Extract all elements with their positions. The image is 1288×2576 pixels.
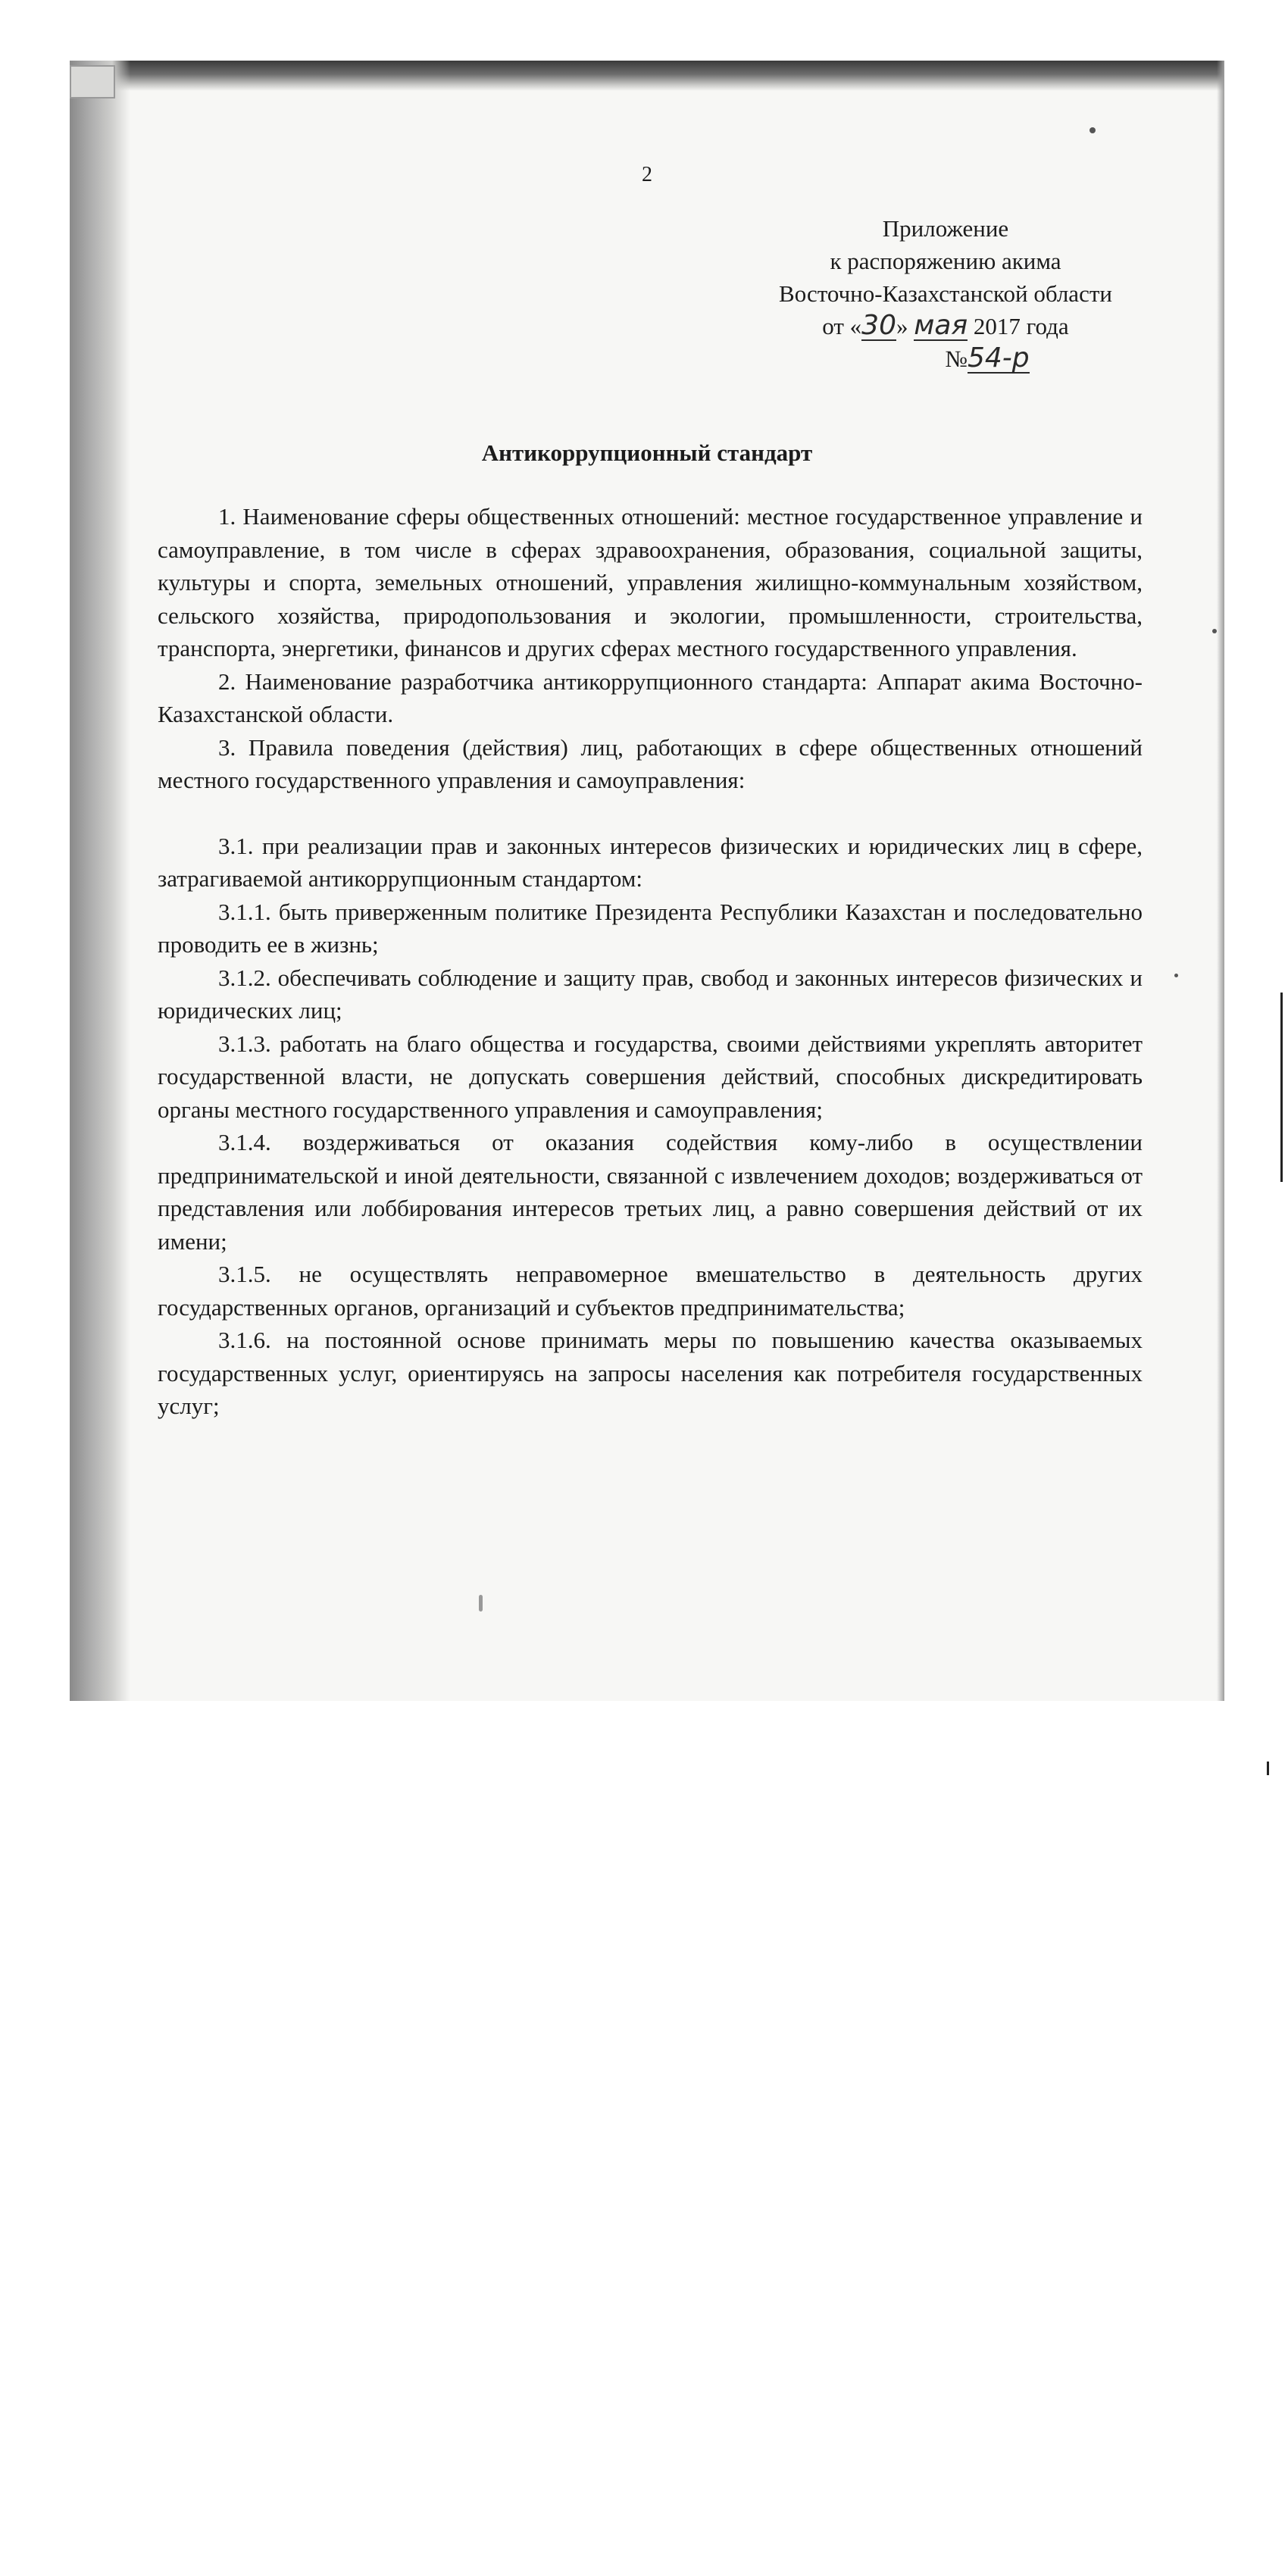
paragraph-3-1-1: 3.1.1. быть приверженным политике Президента Республики Казахстан и последовательно проводить ее в жизнь; [158,898,1143,958]
scan-margin-mark [1267,1762,1269,1775]
scan-speck [1174,974,1178,977]
paragraph-3-1-5: 3.1.5. не осуществлять неправомерное вмешательство в деятельность других государственных органов, организаций и субъектов предпринимательства; [158,1261,1143,1321]
paragraph-1: 1. Наименование сферы общественных отношений: местное государственное управление и самоуправление, в том числе в сферах здравоохранения, образования, социальной защиты, культуры и спорта, земельных отношений, управления жилищно-коммунальным хозяйством, сельского хозяйства, природопользования и экологии, промышленности, строительства, транспорта, энергетики, финансов и других сферах местного государственного управления. [158,503,1143,661]
appendix-line-1: Приложение [882,215,1009,242]
paragraph-3-1-2: 3.1.2. обеспечивать соблюдение и защиту прав, свобод и законных интересов физических и юридических лиц; [158,964,1143,1024]
date-quote-close: » [896,313,908,339]
paragraph-3-1: 3.1. при реализации прав и законных интересов физических и юридических лиц в сфере, затрагиваемой антикоррупционным стандартом: [158,832,1143,892]
number-handwritten: 54-р [967,342,1030,374]
date-month-handwritten: мая [914,310,968,341]
paragraph-3-1-6: 3.1.6. на постоянной основе принимать меры по повышению качества оказываемых государственных услуг, ориентируясь на запросы населения как потребителя государственных услуг; [158,1327,1143,1419]
appendix-line-2: к распоряжению акима [830,248,1061,274]
scan-speck [479,1595,483,1612]
scanned-page [70,61,1224,1701]
date-suffix: 2017 года [973,313,1069,339]
document-body [158,500,1143,1423]
paragraph-3-1-3: 3.1.3. работать на благо общества и государства, своими действиями укреплять авторитет государственной власти, не допускать совершения действий, способных дискредитировать органы местного государственного управления и самоуправления; [158,1030,1143,1123]
scan-top-shadow [70,61,1224,91]
scan-left-shadow [70,61,130,1701]
appendix-number [726,342,1165,375]
scan-right-edge [1217,61,1224,1701]
date-day-handwritten: 30 [861,310,896,341]
scan-speck [1089,127,1096,133]
scan-margin-mark [1280,993,1283,1182]
date-prefix: от « [822,313,862,339]
appendix-line-3: Восточно-Казахстанской области [779,280,1112,307]
paragraph-2: 2. Наименование разработчика антикоррупционного стандарта: Аппарат акима Восточно-Казахстанской области. [158,667,1143,727]
number-prefix: № [945,345,968,372]
appendix-block [726,212,1165,375]
paragraph-3: 3. Правила поведения (действия) лиц, работающих в сфере общественных отношений местного государственного управления и самоуправления: [158,733,1143,793]
scan-speck [1212,629,1217,633]
paragraph-3-1-4: 3.1.4. воздерживаться от оказания содействия кому-либо в осуществлении предпринимательской и иной деятельности, связанной с извлечением доходов; воздерживаться от представления или лоббирования интересов третьих лиц, а равно совершения действий от их имени; [158,1129,1143,1255]
appendix-date [726,310,1165,342]
page-number: 2 [642,163,652,186]
scan-corner-tab [70,65,115,98]
document-title: Антикоррупционный стандарт [481,439,813,466]
